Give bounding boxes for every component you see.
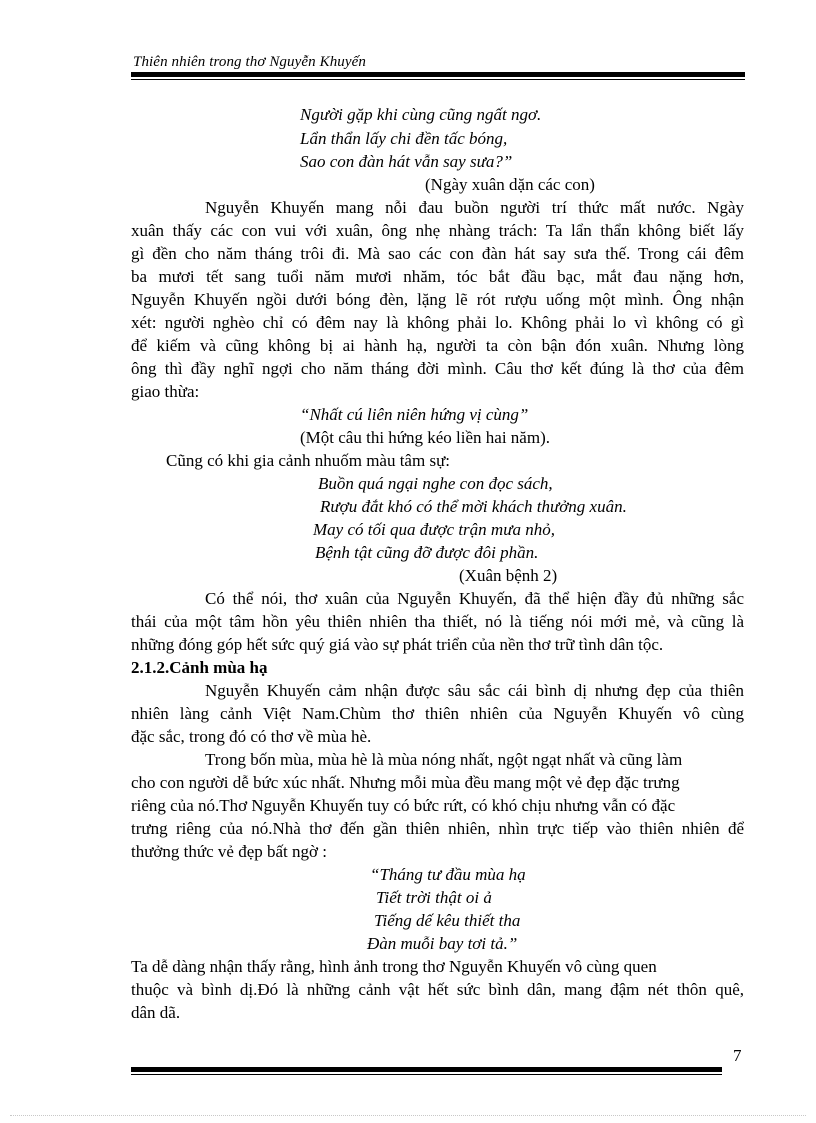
para1-line: Nguyễn Khuyến ngồi dưới bóng đèn, lặng lẽ rót rượu uống một mình. Ông nhận bbox=[131, 290, 744, 309]
para1-line: ba mươi tết sang tuổi năm mươi nhăm, tóc bắt đầu bạc, mắt đau nặng hơn, bbox=[131, 267, 744, 286]
header-rule-thin bbox=[131, 79, 745, 80]
para4-line: trưng riêng của nó.Nhà thơ đến gần thiên nhiên, nhìn trực tiếp vào thiên nhiên để bbox=[131, 819, 744, 838]
para2-line: thái của một tâm hồn yêu thiên nhiên tha thiết, nó là tiếng nói mới mẻ, và cũng là bbox=[131, 612, 744, 631]
para3-line: Nguyễn Khuyến cảm nhận được sâu sắc cái bình dị nhưng đẹp của thiên bbox=[205, 681, 744, 700]
para4-line: riêng của nó.Thơ Nguyễn Khuyến tuy có bức rứt, có khó chịu nhưng vẫn có đặc bbox=[131, 796, 676, 815]
footer-rule-thin bbox=[131, 1074, 722, 1075]
para3-line: nhiên làng cảnh Việt Nam.Chùm thơ thiên nhiên của Nguyễn Khuyến vô cùng bbox=[131, 704, 744, 723]
footer-rule-thick bbox=[131, 1067, 722, 1072]
poem3-line: “Tháng tư đầu mùa hạ bbox=[370, 865, 526, 884]
poem3-line: Tiết trời thật oi ả bbox=[376, 888, 492, 907]
poem3-line: Tiếng dế kêu thiết tha bbox=[374, 911, 521, 930]
para1-line: Nguyễn Khuyến mang nỗi đau buồn người trí thức mất nước. Ngày bbox=[205, 198, 744, 217]
poem2-line: Bệnh tật cũng đỡ được đôi phần. bbox=[315, 543, 539, 562]
page-number: 7 bbox=[733, 1046, 742, 1065]
para5-line: dân dã. bbox=[131, 1003, 181, 1022]
para1-line: gì đền cho năm tháng trôi đi. Mà sao các con đàn hát say sưa thế. Trong cái đêm bbox=[131, 244, 744, 263]
header-rule-thick bbox=[131, 72, 745, 77]
para2-line: những đóng góp hết sức quý giá vào sự phát triển của nền thơ trữ tình dân tộc. bbox=[131, 635, 664, 654]
para1-line: ông thì đầy nghĩ ngợi cho năm tháng đời mình. Câu thơ kết đúng là thơ của đêm bbox=[131, 359, 744, 378]
para3-line: đặc sắc, trong đó có thơ về mùa hè. bbox=[131, 727, 372, 746]
para5-line: thuộc và bình dị.Đó là những cảnh vật hết sức bình dân, mang đậm nét thôn quê, bbox=[131, 980, 744, 999]
poem2-line: May có tối qua được trận mưa nhỏ, bbox=[313, 520, 555, 539]
para1-line: để kiếm và cũng không bị ai hành hạ, người ta còn bận đón xuân. Nhưng lòng bbox=[131, 336, 744, 355]
poem2-line: Buồn quá ngại nghe con đọc sách, bbox=[318, 474, 553, 493]
poem3-line: Đàn muỗi bay tơi tả.” bbox=[367, 934, 518, 953]
para1-line: xét: người nghèo chỉ có đêm nay là không phải lo. Không phải lo vì không có gì bbox=[131, 313, 744, 332]
para1-line: giao thừa: bbox=[131, 382, 200, 401]
poem1-source: (Ngày xuân dặn các con) bbox=[425, 175, 595, 194]
para2-line: Có thể nói, thơ xuân của Nguyễn Khuyến, đã thể hiện đầy đủ những sắc bbox=[205, 589, 744, 608]
quote1-gloss: (Một câu thi hứng kéo liền hai năm). bbox=[300, 428, 550, 447]
para1-line: xuân thấy các con vui với xuân, ông nhẹ nhàng trách: Ta lẩn thẩn không biết lấy bbox=[131, 221, 744, 240]
intro-line: Cũng có khi gia cảnh nhuốm màu tâm sự: bbox=[166, 451, 451, 470]
poem1-line: Lẩn thẩn lấy chi đền tấc bóng, bbox=[300, 129, 508, 148]
para4-line: thưởng thức vẻ đẹp bất ngờ : bbox=[131, 842, 327, 861]
poem1-line: Sao con đàn hát vẫn say sưa?” bbox=[300, 152, 513, 171]
para4-line: Trong bốn mùa, mùa hè là mùa nóng nhất, ngột ngạt nhất và cũng làm bbox=[205, 750, 683, 769]
running-header-title: Thiên nhiên trong thơ Nguyễn Khuyến bbox=[133, 54, 367, 70]
poem1-line: Người gặp khi cùng cũng ngất ngơ. bbox=[300, 105, 542, 124]
section-heading: 2.1.2.Cảnh mùa hạ bbox=[131, 658, 268, 677]
page-edge bbox=[10, 1115, 806, 1116]
para5-line: Ta dễ dàng nhận thấy rằng, hình ảnh trong thơ Nguyễn Khuyến vô cùng quen bbox=[131, 957, 657, 976]
poem2-source: (Xuân bệnh 2) bbox=[459, 566, 558, 585]
quote1-line: “Nhất cú liên niên hứng vị cùng” bbox=[300, 405, 529, 424]
poem2-line: Rượu đắt khó có thể mời khách thưởng xuân. bbox=[320, 497, 627, 516]
para4-line: cho con người dễ bức xúc nhất. Nhưng mỗi mùa đều mang một vẻ đẹp đặc trưng bbox=[131, 773, 680, 792]
